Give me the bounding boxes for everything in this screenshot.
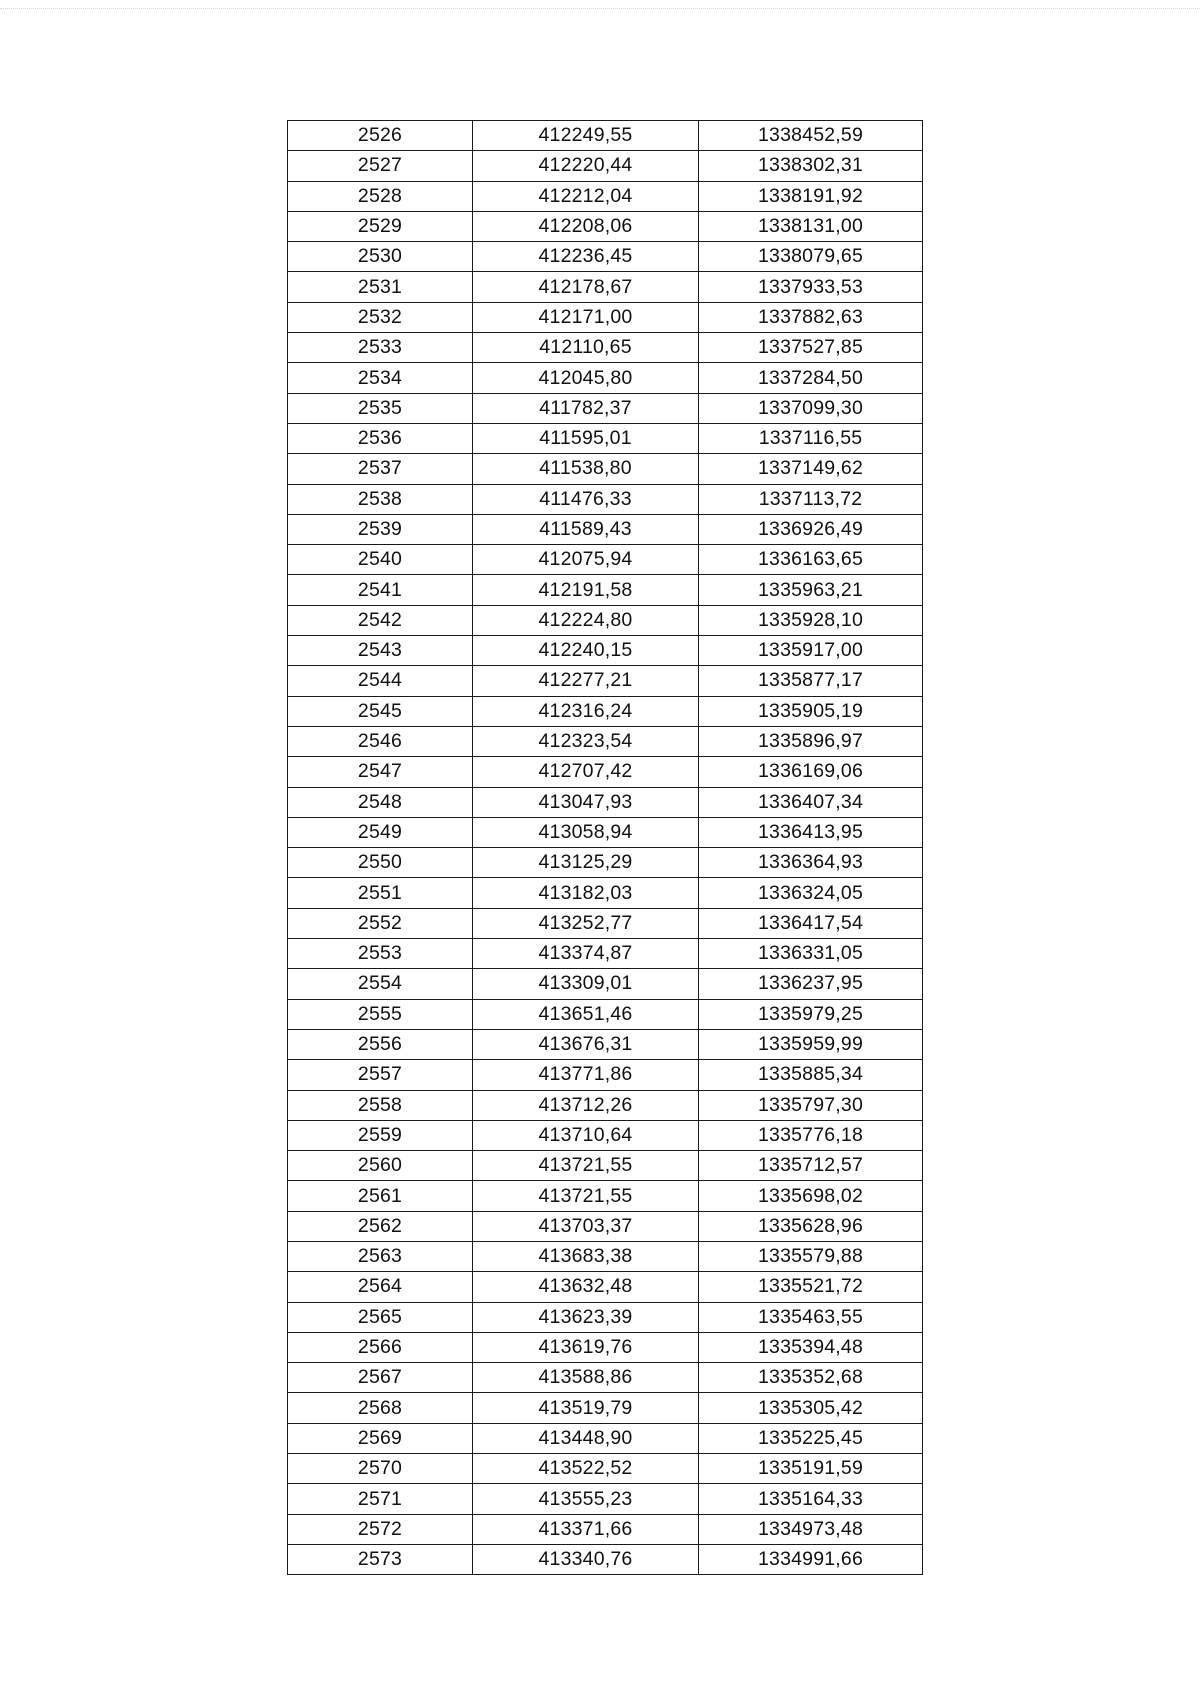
point-number-cell: 2541	[288, 575, 473, 605]
y-coordinate-cell: 1335885,34	[699, 1060, 923, 1090]
table-row	[288, 1423, 923, 1453]
point-number-cell: 2527	[288, 151, 473, 181]
point-number-cell: 2526	[288, 121, 473, 151]
x-coordinate-cell: 413374,87	[473, 939, 699, 969]
point-number-cell: 2566	[288, 1332, 473, 1362]
x-coordinate-cell: 413721,55	[473, 1151, 699, 1181]
x-coordinate-cell: 411782,37	[473, 393, 699, 423]
table-row	[288, 333, 923, 363]
x-coordinate-cell: 412249,55	[473, 121, 699, 151]
x-coordinate-cell: 413047,93	[473, 787, 699, 817]
table-row	[288, 1302, 923, 1332]
y-coordinate-cell: 1335917,00	[699, 636, 923, 666]
x-coordinate-cell: 412277,21	[473, 666, 699, 696]
point-number-cell: 2555	[288, 999, 473, 1029]
table-row	[288, 1211, 923, 1241]
table-row	[288, 302, 923, 332]
y-coordinate-cell: 1335896,97	[699, 726, 923, 756]
table-row	[288, 151, 923, 181]
point-number-cell: 2538	[288, 484, 473, 514]
y-coordinate-cell: 1338452,59	[699, 121, 923, 151]
y-coordinate-cell: 1336169,06	[699, 757, 923, 787]
point-number-cell: 2551	[288, 878, 473, 908]
y-coordinate-cell: 1336163,65	[699, 545, 923, 575]
point-number-cell: 2556	[288, 1029, 473, 1059]
y-coordinate-cell: 1335928,10	[699, 605, 923, 635]
y-coordinate-cell: 1335712,57	[699, 1151, 923, 1181]
x-coordinate-cell: 412191,58	[473, 575, 699, 605]
table-row	[288, 939, 923, 969]
x-coordinate-cell: 413588,86	[473, 1363, 699, 1393]
y-coordinate-cell: 1335164,33	[699, 1484, 923, 1514]
table-row	[288, 1272, 923, 1302]
y-coordinate-cell: 1335979,25	[699, 999, 923, 1029]
point-number-cell: 2537	[288, 454, 473, 484]
y-coordinate-cell: 1335352,68	[699, 1363, 923, 1393]
y-coordinate-cell: 1335394,48	[699, 1332, 923, 1362]
x-coordinate-cell: 412220,44	[473, 151, 699, 181]
x-coordinate-cell: 412707,42	[473, 757, 699, 787]
table-row	[288, 181, 923, 211]
x-coordinate-cell: 413710,64	[473, 1120, 699, 1150]
table-row	[288, 666, 923, 696]
x-coordinate-cell: 412110,65	[473, 333, 699, 363]
point-number-cell: 2558	[288, 1090, 473, 1120]
table-row	[288, 423, 923, 453]
x-coordinate-cell: 413058,94	[473, 817, 699, 847]
x-coordinate-cell: 412208,06	[473, 211, 699, 241]
x-coordinate-cell: 413182,03	[473, 878, 699, 908]
point-number-cell: 2572	[288, 1514, 473, 1544]
y-coordinate-cell: 1335521,72	[699, 1272, 923, 1302]
point-number-cell: 2548	[288, 787, 473, 817]
point-number-cell: 2549	[288, 817, 473, 847]
table-row	[288, 1514, 923, 1544]
x-coordinate-cell: 412045,80	[473, 363, 699, 393]
x-coordinate-cell: 413703,37	[473, 1211, 699, 1241]
x-coordinate-cell: 412075,94	[473, 545, 699, 575]
table-row	[288, 1544, 923, 1574]
point-number-cell: 2564	[288, 1272, 473, 1302]
y-coordinate-cell: 1338131,00	[699, 211, 923, 241]
table-row	[288, 757, 923, 787]
point-number-cell: 2540	[288, 545, 473, 575]
table-row	[288, 1029, 923, 1059]
point-number-cell: 2573	[288, 1544, 473, 1574]
x-coordinate-cell: 413771,86	[473, 1060, 699, 1090]
y-coordinate-cell: 1337882,63	[699, 302, 923, 332]
y-coordinate-cell: 1335225,45	[699, 1423, 923, 1453]
x-coordinate-cell: 413522,52	[473, 1454, 699, 1484]
y-coordinate-cell: 1338302,31	[699, 151, 923, 181]
y-coordinate-cell: 1338079,65	[699, 242, 923, 272]
y-coordinate-cell: 1335877,17	[699, 666, 923, 696]
table-row	[288, 605, 923, 635]
x-coordinate-cell: 413519,79	[473, 1393, 699, 1423]
scan-edge-line	[0, 8, 1200, 9]
table-row	[288, 575, 923, 605]
point-number-cell: 2568	[288, 1393, 473, 1423]
table-row	[288, 1120, 923, 1150]
table-row	[288, 363, 923, 393]
point-number-cell: 2570	[288, 1454, 473, 1484]
table-row	[288, 787, 923, 817]
x-coordinate-cell: 412236,45	[473, 242, 699, 272]
y-coordinate-cell: 1336237,95	[699, 969, 923, 999]
y-coordinate-cell: 1335776,18	[699, 1120, 923, 1150]
y-coordinate-cell: 1336413,95	[699, 817, 923, 847]
x-coordinate-cell: 413252,77	[473, 908, 699, 938]
x-coordinate-cell: 413448,90	[473, 1423, 699, 1453]
point-number-cell: 2534	[288, 363, 473, 393]
x-coordinate-cell: 411476,33	[473, 484, 699, 514]
y-coordinate-cell: 1335963,21	[699, 575, 923, 605]
y-coordinate-cell: 1336926,49	[699, 514, 923, 544]
x-coordinate-cell: 413555,23	[473, 1484, 699, 1514]
y-coordinate-cell: 1338191,92	[699, 181, 923, 211]
point-number-cell: 2563	[288, 1241, 473, 1271]
y-coordinate-cell: 1337113,72	[699, 484, 923, 514]
point-number-cell: 2560	[288, 1151, 473, 1181]
point-number-cell: 2529	[288, 211, 473, 241]
x-coordinate-cell: 413619,76	[473, 1332, 699, 1362]
y-coordinate-cell: 1336364,93	[699, 848, 923, 878]
table-row	[288, 1393, 923, 1423]
point-number-cell: 2554	[288, 969, 473, 999]
x-coordinate-cell: 413676,31	[473, 1029, 699, 1059]
table-row	[288, 878, 923, 908]
y-coordinate-cell: 1335463,55	[699, 1302, 923, 1332]
table-row	[288, 484, 923, 514]
point-number-cell: 2571	[288, 1484, 473, 1514]
table-row	[288, 1181, 923, 1211]
table-row	[288, 1151, 923, 1181]
x-coordinate-cell: 412224,80	[473, 605, 699, 635]
table-row	[288, 636, 923, 666]
point-number-cell: 2536	[288, 423, 473, 453]
point-number-cell: 2565	[288, 1302, 473, 1332]
x-coordinate-cell: 413623,39	[473, 1302, 699, 1332]
y-coordinate-cell: 1336407,34	[699, 787, 923, 817]
point-number-cell: 2531	[288, 272, 473, 302]
x-coordinate-cell: 412316,24	[473, 696, 699, 726]
table-row	[288, 211, 923, 241]
point-number-cell: 2535	[288, 393, 473, 423]
x-coordinate-cell: 412171,00	[473, 302, 699, 332]
table-row	[288, 121, 923, 151]
table-row	[288, 1090, 923, 1120]
y-coordinate-cell: 1336324,05	[699, 878, 923, 908]
table-row	[288, 848, 923, 878]
point-number-cell: 2550	[288, 848, 473, 878]
table-row	[288, 242, 923, 272]
y-coordinate-cell: 1337099,30	[699, 393, 923, 423]
y-coordinate-cell: 1337933,53	[699, 272, 923, 302]
table-row	[288, 726, 923, 756]
table-row	[288, 1241, 923, 1271]
x-coordinate-cell: 412323,54	[473, 726, 699, 756]
table-row	[288, 969, 923, 999]
x-coordinate-cell: 413683,38	[473, 1241, 699, 1271]
x-coordinate-cell: 411589,43	[473, 514, 699, 544]
point-number-cell: 2546	[288, 726, 473, 756]
point-number-cell: 2557	[288, 1060, 473, 1090]
point-number-cell: 2530	[288, 242, 473, 272]
table-row	[288, 1363, 923, 1393]
point-number-cell: 2552	[288, 908, 473, 938]
point-number-cell: 2547	[288, 757, 473, 787]
point-number-cell: 2528	[288, 181, 473, 211]
point-number-cell: 2559	[288, 1120, 473, 1150]
y-coordinate-cell: 1335905,19	[699, 696, 923, 726]
table-row	[288, 454, 923, 484]
coordinates-table-body	[288, 121, 923, 1575]
point-number-cell: 2553	[288, 939, 473, 969]
x-coordinate-cell: 412178,67	[473, 272, 699, 302]
x-coordinate-cell: 413309,01	[473, 969, 699, 999]
table-row	[288, 1060, 923, 1090]
table-row	[288, 393, 923, 423]
x-coordinate-cell: 412212,04	[473, 181, 699, 211]
point-number-cell: 2544	[288, 666, 473, 696]
y-coordinate-cell: 1337116,55	[699, 423, 923, 453]
y-coordinate-cell: 1334991,66	[699, 1544, 923, 1574]
table-row	[288, 1332, 923, 1362]
coordinates-table	[287, 120, 923, 1575]
point-number-cell: 2539	[288, 514, 473, 544]
x-coordinate-cell: 413632,48	[473, 1272, 699, 1302]
x-coordinate-cell: 413125,29	[473, 848, 699, 878]
y-coordinate-cell: 1335191,59	[699, 1454, 923, 1484]
table-row	[288, 908, 923, 938]
y-coordinate-cell: 1335579,88	[699, 1241, 923, 1271]
y-coordinate-cell: 1337527,85	[699, 333, 923, 363]
point-number-cell: 2532	[288, 302, 473, 332]
y-coordinate-cell: 1335628,96	[699, 1211, 923, 1241]
table-row	[288, 545, 923, 575]
point-number-cell: 2533	[288, 333, 473, 363]
y-coordinate-cell: 1336331,05	[699, 939, 923, 969]
x-coordinate-cell: 413712,26	[473, 1090, 699, 1120]
y-coordinate-cell: 1335698,02	[699, 1181, 923, 1211]
point-number-cell: 2542	[288, 605, 473, 635]
point-number-cell: 2562	[288, 1211, 473, 1241]
x-coordinate-cell: 411538,80	[473, 454, 699, 484]
point-number-cell: 2567	[288, 1363, 473, 1393]
y-coordinate-cell: 1337284,50	[699, 363, 923, 393]
x-coordinate-cell: 413721,55	[473, 1181, 699, 1211]
point-number-cell: 2569	[288, 1423, 473, 1453]
x-coordinate-cell: 412240,15	[473, 636, 699, 666]
table-row	[288, 1454, 923, 1484]
x-coordinate-cell: 413651,46	[473, 999, 699, 1029]
table-row	[288, 514, 923, 544]
table-row	[288, 817, 923, 847]
point-number-cell: 2543	[288, 636, 473, 666]
x-coordinate-cell: 413371,66	[473, 1514, 699, 1544]
table-row	[288, 696, 923, 726]
table-row	[288, 272, 923, 302]
x-coordinate-cell: 413340,76	[473, 1544, 699, 1574]
y-coordinate-cell: 1336417,54	[699, 908, 923, 938]
y-coordinate-cell: 1335959,99	[699, 1029, 923, 1059]
point-number-cell: 2561	[288, 1181, 473, 1211]
y-coordinate-cell: 1335305,42	[699, 1393, 923, 1423]
table-row	[288, 1484, 923, 1514]
x-coordinate-cell: 411595,01	[473, 423, 699, 453]
y-coordinate-cell: 1334973,48	[699, 1514, 923, 1544]
point-number-cell: 2545	[288, 696, 473, 726]
y-coordinate-cell: 1335797,30	[699, 1090, 923, 1120]
y-coordinate-cell: 1337149,62	[699, 454, 923, 484]
table-row	[288, 999, 923, 1029]
